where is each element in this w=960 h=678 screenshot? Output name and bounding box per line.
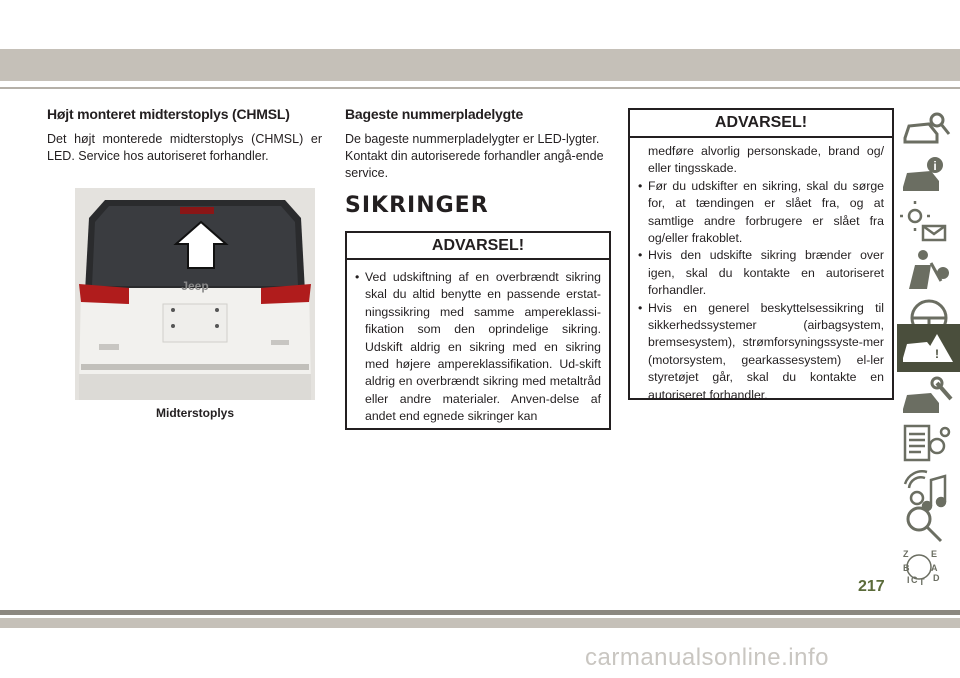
warning-item: • Før du udskifter en sikring, skal du sørge for, at tændingen er slået fra, og at samtlige andre forbrugere er slået fra og/eller frakoblet.: [638, 178, 884, 248]
svg-text:B: B: [903, 563, 910, 573]
svg-text:E: E: [931, 549, 938, 559]
car-service-icon: [897, 373, 960, 425]
tab-search[interactable]: [897, 499, 960, 551]
tab-seatbelt-airbag[interactable]: [897, 245, 960, 297]
warning-title: ADVARSEL!: [630, 110, 892, 138]
photo-caption: Midterstoplys: [155, 406, 234, 420]
warning-box-fuses: [345, 231, 611, 430]
specifications-icon: [897, 420, 960, 472]
seatbelt-airbag-icon: [897, 245, 960, 297]
top-band: [0, 49, 960, 81]
chmsl-text: Det højt monterede midterstoplys (CHMSL) er LED. Service hos autoriseret forhandler.: [47, 132, 322, 163]
tab-car-key[interactable]: [897, 104, 960, 156]
warning-title: ADVARSEL!: [347, 233, 609, 260]
tab-index[interactable]: [897, 545, 960, 589]
tab-car-info[interactable]: [897, 151, 960, 203]
svg-text:Z: Z: [903, 549, 909, 559]
car-key-icon: [897, 104, 960, 156]
tab-car-service[interactable]: [897, 373, 960, 425]
bottom-rule: [0, 610, 960, 615]
svg-text:A: A: [931, 563, 938, 573]
search-icon: [897, 499, 960, 551]
svg-text:i: i: [933, 159, 937, 173]
svg-text:C: C: [911, 575, 918, 585]
page-number: 217: [858, 578, 885, 595]
warning-lights-icon: [897, 198, 960, 250]
tab-specifications[interactable]: [897, 420, 960, 472]
warning-item: • Hvis en generel beskyttelsessikring til sikkerhedssystemer (airbagsystem, bremsesystem), strømforsyningssyste-mer (motorsystem, gearkassesystem) el-ler styretøjet går, skal du kontakte en autoriseret forhandler.: [638, 300, 884, 404]
svg-text:D: D: [933, 573, 940, 583]
license-lamp-text: De bageste nummerpladelygter er LED-lygter. Kontakt din autoriserede forhandler angå-ende service.: [345, 132, 604, 180]
tab-roadside-emergency[interactable]: [897, 324, 960, 372]
warning-box-continued: [628, 108, 894, 400]
warning-item: • Ved udskiftning af en overbrændt sikring skal du altid benytte en passende erstat-ningssikring med samme ampereklassi-fikation som den oprindelige sikring. Udskift aldrig en sikring med en sikring med højere ampereklassifikation. Ud-skift aldrig en overbrændt sikring med metaltråd eller andre materialer. Anven-delse af andet end egnede sikringer kan: [355, 269, 601, 426]
warning-continuation: medføre alvorlig personskade, brand og/ eller tingsskade.: [648, 144, 884, 176]
tab-warning-lights[interactable]: [897, 198, 960, 250]
section-title: SIKRINGER: [345, 193, 489, 218]
license-lamp-heading: Bageste nummerpladelygte: [345, 106, 524, 122]
top-rule: [0, 87, 960, 89]
bottom-band: [0, 618, 960, 628]
index-icon: [897, 545, 960, 589]
car-info-icon: [897, 151, 960, 203]
svg-text:!: !: [935, 347, 939, 361]
svg-text:T: T: [919, 577, 925, 587]
roadside-emergency-icon: [897, 324, 960, 372]
svg-text:I: I: [907, 575, 910, 585]
watermark: carmanualsonline.info: [585, 644, 829, 671]
tailgate-photo: [75, 188, 315, 400]
jeep-logo: Jeep: [181, 279, 209, 293]
chmsl-heading: Højt monteret midterstoplys (CHMSL): [47, 106, 290, 122]
warning-item: • Hvis den udskifte sikring brænder over igen, skal du kontakte en autoriseret forhandler.: [638, 247, 884, 299]
